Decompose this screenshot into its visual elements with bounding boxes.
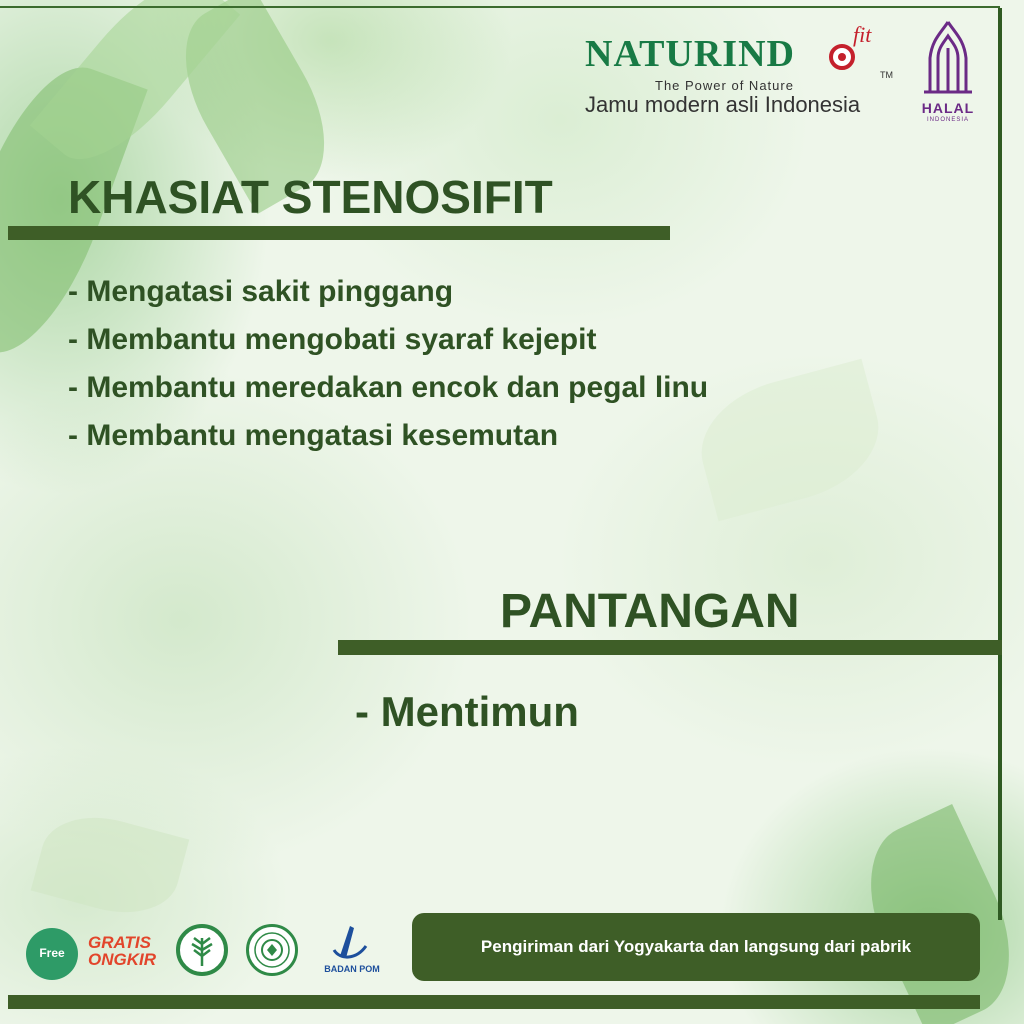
restrictions-underline bbox=[338, 640, 1002, 655]
halal-sub: INDONESIA bbox=[926, 117, 969, 123]
pom-icon bbox=[320, 920, 384, 964]
brand-trademark: TM bbox=[880, 70, 893, 80]
leaf-decoration bbox=[688, 359, 893, 521]
benefits-underline bbox=[8, 226, 670, 240]
leaf-icon bbox=[180, 928, 224, 972]
badan-pom-logo bbox=[320, 920, 384, 980]
brand-fit: fit bbox=[853, 22, 872, 47]
brand-o-icon bbox=[829, 44, 855, 70]
list-item: - Membantu mengobati syaraf kejepit bbox=[68, 323, 597, 356]
brand-tagline: The Power of Nature bbox=[655, 78, 794, 93]
shipping-note-banner: Pengiriman dari Yogyakarta dan langsung dari pabrik bbox=[412, 913, 980, 981]
halal-label: HALAL bbox=[921, 100, 975, 116]
gratis-ongkir-label bbox=[88, 934, 156, 968]
restriction-item: - Mentimun bbox=[355, 688, 579, 735]
ongkir-line: ONGKIR bbox=[88, 950, 156, 969]
restrictions-title: PANTANGAN bbox=[500, 585, 800, 638]
brand-subtitle: Jamu modern asli Indonesia bbox=[585, 92, 861, 117]
herbal-leaf-badge-icon bbox=[176, 924, 228, 976]
list-item: - Membantu mengatasi kesemutan bbox=[68, 419, 559, 452]
brand-name: NATURIND bbox=[585, 33, 795, 75]
free-shipping-icon: Free bbox=[26, 928, 78, 980]
list-item: - Membantu meredakan encok dan pegal linu bbox=[68, 371, 709, 404]
halal-icon bbox=[910, 18, 986, 98]
halal-logo bbox=[910, 18, 986, 128]
gratis-line: GRATIS bbox=[88, 933, 151, 952]
naturindo-logo bbox=[585, 22, 905, 125]
benefits-list bbox=[68, 272, 708, 464]
seal-icon bbox=[249, 927, 295, 973]
badan-pom-label: BADAN POM bbox=[324, 964, 380, 974]
leaf-decoration bbox=[31, 803, 190, 926]
frame-bottom-bar bbox=[8, 995, 980, 1009]
benefits-title: KHASIAT STENOSIFIT bbox=[68, 171, 553, 223]
frame-top-line bbox=[0, 6, 1000, 8]
list-item: - Mengatasi sakit pinggang bbox=[68, 275, 454, 308]
certification-seal-icon bbox=[246, 924, 298, 976]
frame-right-bar bbox=[998, 8, 1002, 920]
